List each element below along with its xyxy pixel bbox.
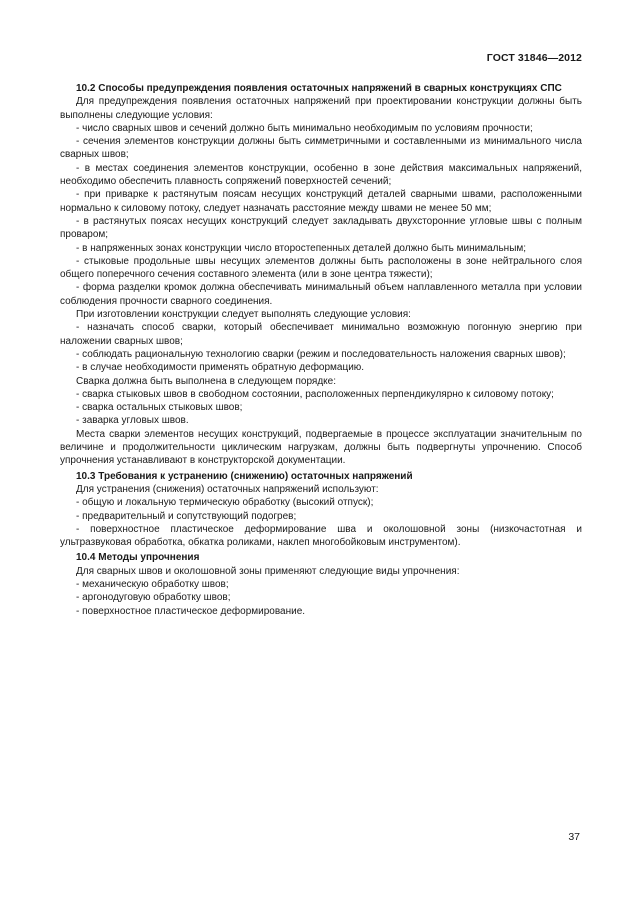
list-item: - поверхностное пластическое деформирование шва и околошовной зоны (низкочастотная и ультразвуковая обработка, обкатка роликами, наклеп многобойковым инструментом).: [60, 523, 582, 549]
order-intro: Сварка должна быть выполнена в следующем порядке:: [76, 375, 336, 387]
list-item: - сечения элементов конструкции должны быть симметричными и составленными из минимального числа сварных швов;: [60, 136, 582, 161]
list-item: - заварка угловых швов.: [76, 415, 189, 427]
standard-code: ГОСТ 31846—2012: [486, 52, 582, 64]
list-item: - стыковые продольные швы несущих элементов должны быть расположены в зоне нейтрального слоя общего поперечного сечения составного элемента (или в зоне центра тяжести);: [60, 255, 582, 281]
section-10-4-intro: Для сварных швов и околошовной зоны применяют следующие виды упрочнения:: [76, 565, 460, 577]
list-item: - поверхностное пластическое деформирование.: [76, 605, 306, 617]
list-item: - в растянутых поясах несущих конструкций следует закладывать двухсторонние угловые швы с полным проваром;: [60, 215, 582, 241]
hardening-note: Места сварки элементов несущих конструкций, подвергаемые в процессе эксплуатации значительным по величине и продолжительности циклическим нагрузкам, должны быть подвергнуты упрочнению. Способ упрочнения устанавливают в конструкторской документации.: [60, 428, 582, 467]
list-item: - в случае необходимости применять обратную деформацию.: [76, 362, 365, 374]
list-item: - форма разделки кромок должна обеспечивать минимальный объем наплавленного металла при условии соблюдения прочности сварного соединения.: [60, 282, 582, 307]
page-number: 37: [568, 831, 580, 843]
list-item: - сварка стыковых швов в свободном состоянии, расположенных перпендикулярно к силовому потоку;: [76, 388, 554, 400]
list-item: - в местах соединения элементов конструкции, особенно в зоне действия максимальных напряжений, необходимо обеспечить плавность сопряжений поверхностей сечений;: [60, 162, 582, 188]
section-10-3-intro: Для устранения (снижения) остаточных напряжений используют:: [76, 483, 379, 495]
list-item: - механическую обработку швов;: [76, 578, 229, 590]
section-10-2-heading: 10.2 Способы предупреждения появления остаточных напряжений в сварных конструкциях СПС: [76, 83, 562, 94]
list-item: - соблюдать рациональную технологию сварки (режим и последовательность наложения сварных швов);: [76, 348, 566, 360]
section-10-2-intro: Для предупреждения появления остаточных напряжений при проектировании конструкции должны быть выполнены следующие условия:: [60, 96, 582, 121]
list-item: - сварка остальных стыковых швов;: [76, 402, 243, 414]
list-item: - предварительный и сопутствующий подогрев;: [76, 510, 297, 522]
list-item: - назначать способ сварки, который обеспечивает минимально возможную погонную энергию при наложении сварных швов;: [60, 322, 582, 347]
list-item: - при приварке к растянутым поясам несущих конструкций деталей сварными швами, расположенными нормально к силовому потоку, следует назначать расстояние между швами не менее 50 мм;: [60, 189, 582, 214]
list-item: - в напряженных зонах конструкции число второстепенных деталей должно быть минимальным;: [76, 242, 527, 254]
list-item: - аргонодуговую обработку швов;: [76, 592, 231, 604]
list-item: - число сварных швов и сечений должно быть минимально необходимым по условиям прочности;: [76, 122, 533, 134]
section-10-3-heading: 10.3 Требования к устранению (снижению) остаточных напряжений: [76, 470, 413, 482]
manufacture-intro: При изготовлении конструкции следует выполнять следующие условия:: [76, 309, 411, 321]
list-item: - общую и локальную термическую обработку (высокий отпуск);: [76, 497, 374, 509]
page-content: [60, 82, 582, 618]
section-10-4-heading: 10.4 Методы упрочнения: [76, 552, 200, 564]
